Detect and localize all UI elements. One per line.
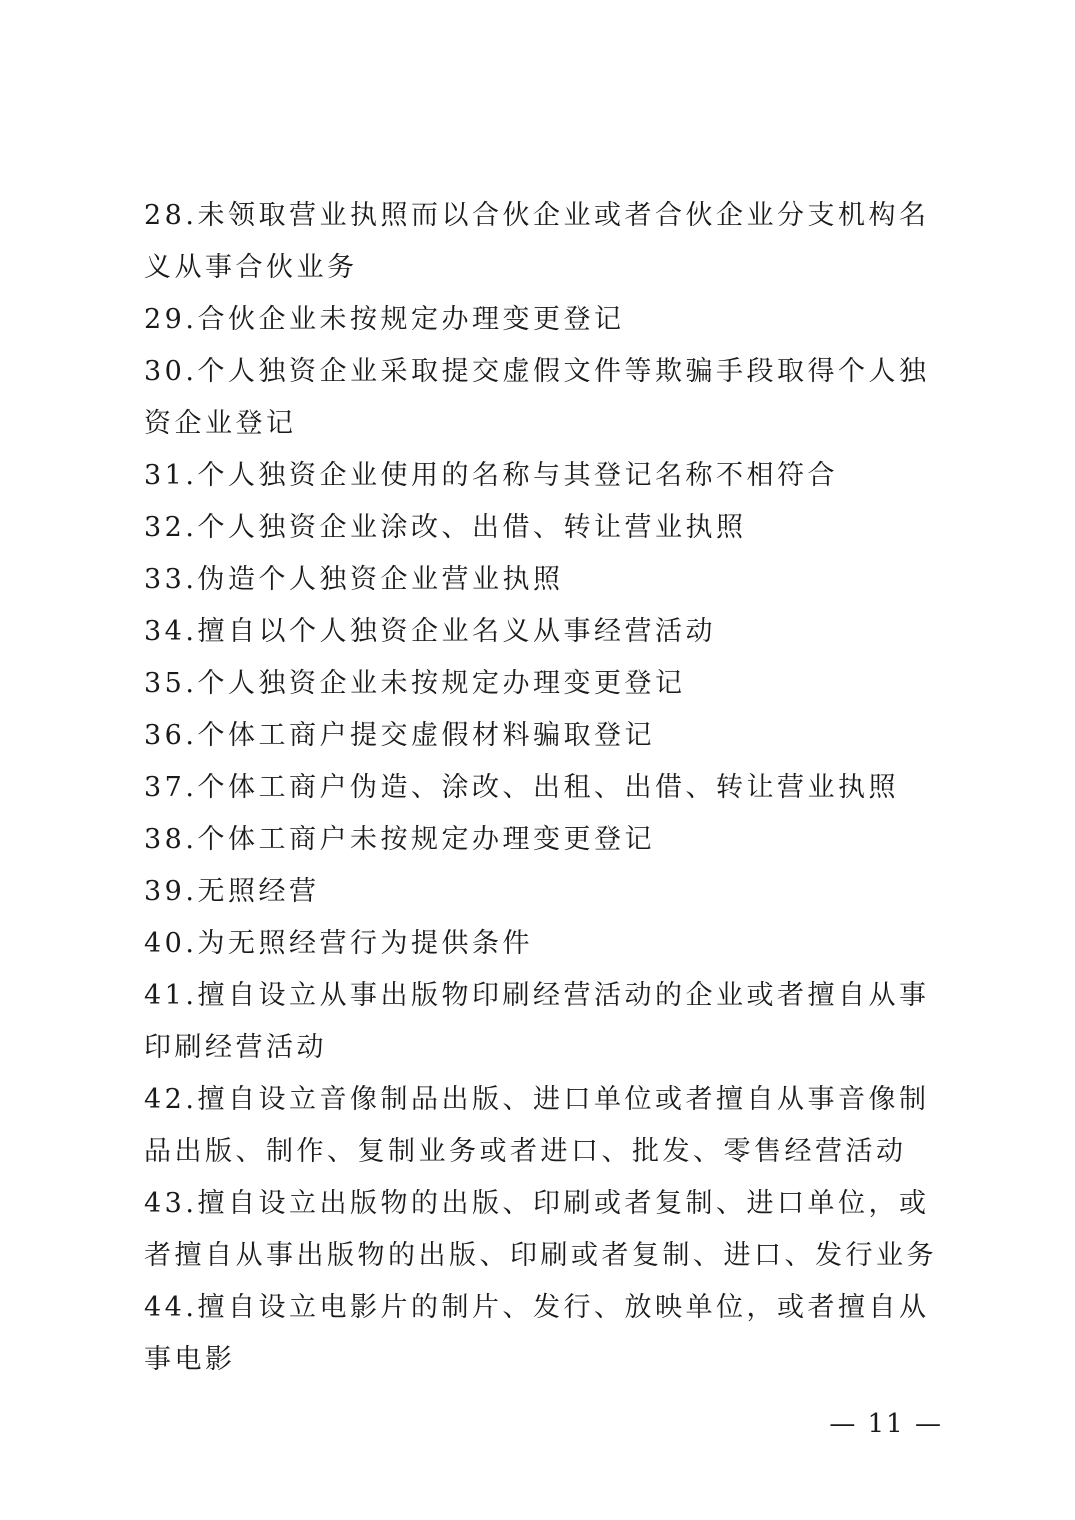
list-item: 41.擅自设立从事出版物印刷经营活动的企业或者擅自从事印刷经营活动 (144, 980, 930, 1063)
list-item: 29.合伙企业未按规定办理变更登记 (144, 304, 625, 335)
list-item: 34.擅自以个人独资企业名义从事经营活动 (144, 616, 716, 647)
document-body (144, 190, 954, 1386)
list-item: 37.个体工商户伪造、涂改、出租、出借、转让营业执照 (144, 772, 899, 803)
list-item: 28.未领取营业执照而以合伙企业或者合伙企业分支机构名义从事合伙业务 (144, 200, 930, 283)
list-item: 35.个人独资企业未按规定办理变更登记 (144, 668, 686, 699)
list-item: 39.无照经营 (144, 876, 320, 907)
list-item: 40.为无照经营行为提供条件 (144, 928, 533, 959)
list-item: 42.擅自设立音像制品出版、进口单位或者擅自从事音像制品出版、制作、复制业务或者进口、批发、零售经营活动 (144, 1084, 930, 1167)
list-item: 32.个人独资企业涂改、出借、转让营业执照 (144, 512, 747, 543)
list-item: 38.个体工商户未按规定办理变更登记 (144, 824, 655, 855)
list-item: 33.伪造个人独资企业营业执照 (144, 564, 564, 595)
list-item: 36.个体工商户提交虚假材料骗取登记 (144, 720, 655, 751)
list-item: 30.个人独资企业采取提交虚假文件等欺骗手段取得个人独资企业登记 (144, 356, 930, 439)
list-item: 44.擅自设立电影片的制片、发行、放映单位，或者擅自从事电影 (144, 1292, 930, 1375)
page-number: — 11 — (829, 1409, 943, 1439)
list-item: 31.个人独资企业使用的名称与其登记名称不相符合 (144, 460, 838, 491)
list-item: 43.擅自设立出版物的出版、印刷或者复制、进口单位，或者擅自从事出版物的出版、印刷或者复制、进口、发行业务 (144, 1188, 937, 1271)
